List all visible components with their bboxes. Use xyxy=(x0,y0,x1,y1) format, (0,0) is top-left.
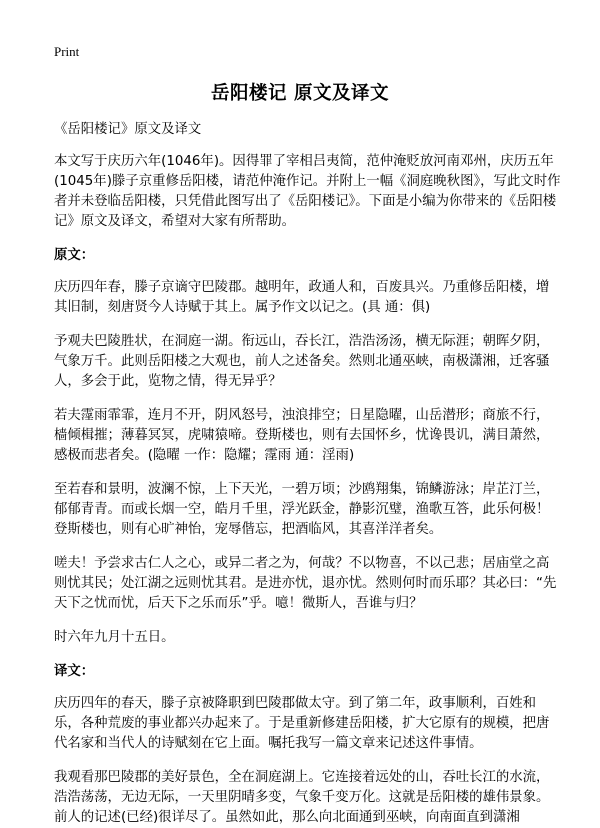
article-subtitle: 《岳阳楼记》原文及译文 xyxy=(54,122,202,137)
original-paragraph: 庆历四年春，滕子京谪守巴陵郡。越明年，政通人和，百废具兴。乃重修岳阳楼，增其旧制，刻唐贤今人诗赋于其上。属予作文以记之。(具 通：俱) xyxy=(54,280,550,315)
original-paragraph: 若夫霪雨霏霏，连月不开，阴风怒号，浊浪排空；日星隐曜，山岳潜形；商旅不行，樯倾楫摧；薄暮冥冥，虎啸猿啼。登斯楼也，则有去国怀乡，忧谗畏讥，满目萧然，感极而悲者矣。(隐曜 一作：隐耀；霪雨 通：淫雨) xyxy=(54,408,550,463)
article-body xyxy=(54,120,562,828)
intro-paragraph: 本文写于庆历六年(1046年)。因得罪了宰相吕夷简，范仲淹贬放河南邓州，庆历五年(1045年)滕子京重修岳阳楼，请范仲淹作记。并附上一幅《洞庭晚秋图》，写此文时作者并未登临岳阳楼，只凭借此图写出了《岳阳楼记》。下面是小编为你带来的《岳阳楼记》原文及译文，希望对大家有所帮助。 xyxy=(54,154,561,229)
original-paragraph: 予观夫巴陵胜状，在洞庭一湖。衔远山，吞长江，浩浩汤汤，横无际涯；朝晖夕阴，气象万千。此则岳阳楼之大观也，前人之述备矣。然则北通巫峡，南极潇湘，迁客骚人，多会于此，览物之情，得无异乎？ xyxy=(54,334,550,389)
original-paragraph: 嗟夫！予尝求古仁人之心，或异二者之为，何哉？不以物喜，不以己悲；居庙堂之高则忧其民；处江湖之远则忧其君。是进亦忧，退亦忧。然则何时而乐耶？其必曰：“先天下之忧而忧，后天下之乐而乐”乎。噫！微斯人，吾谁与归？ xyxy=(54,556,557,611)
original-paragraph: 至若春和景明，波澜不惊，上下天光，一碧万顷；沙鸥翔集，锦鳞游泳；岸芷汀兰，郁郁青青。而或长烟一空，皓月千里，浮光跃金，静影沉璧，渔歌互答，此乐何极！登斯楼也，则有心旷神怡，宠辱偕忘，把酒临风，其喜洋洋者矣。 xyxy=(54,482,550,537)
translation-paragraph: 我观看那巴陵郡的美好景色，全在洞庭湖上。它连接着远处的山，吞吐长江的水流，浩浩荡荡，无边无际，一天里阴晴多变，气象千变万化。这就是岳阳楼的雄伟景象。前人的记述(已经)很详尽了。虽然如此，那么向北面通到巫峡，向南面直到潇湘 xyxy=(54,770,550,825)
page-title: 岳阳楼记 原文及译文 xyxy=(211,83,389,104)
translation-heading: 译文： xyxy=(54,664,95,679)
translation-paragraph: 庆历四年的春天，滕子京被降职到巴陵郡做太守。到了第二年，政事顺利，百姓和乐，各种荒废的事业都兴办起来了。于是重新修建岳阳楼，扩大它原有的规模，把唐代名家和当代人的诗赋刻在它上面。嘱托我写一篇文章来记述这件事情。 xyxy=(54,696,550,751)
print-link[interactable]: Print xyxy=(54,44,80,59)
original-heading: 原文： xyxy=(54,248,95,263)
date-line: 时六年九月十五日。 xyxy=(54,630,175,645)
